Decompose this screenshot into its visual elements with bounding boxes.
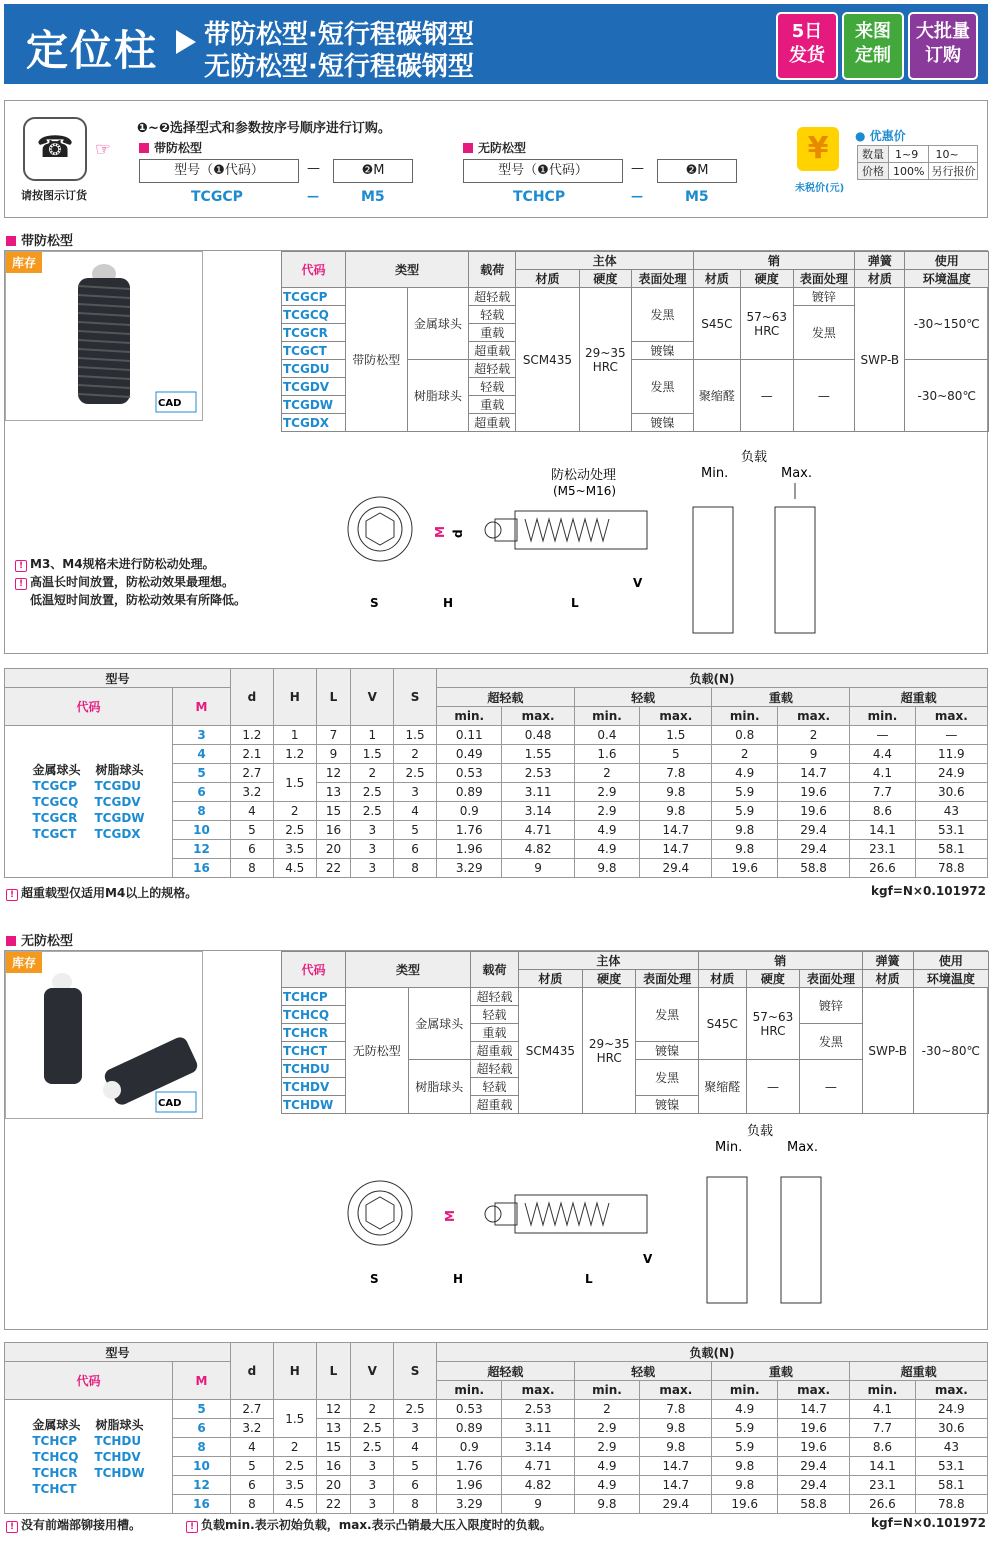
note-2: ! 高温长时间放置，防松动效果最理想。: [15, 573, 234, 590]
right-example-m: M5: [685, 189, 709, 205]
dim1-note: ! 超重载型仅适用M4以上的规格。: [6, 884, 197, 901]
svg-text:S: S: [370, 1272, 379, 1286]
dim2-note-1: ! 没有前端部铆接用槽。: [6, 1516, 141, 1533]
svg-text:H: H: [453, 1272, 464, 1286]
dim-table-1: 型号 d H L V S 负载(N) 代码 M 超轻载 轻载 重载 超重载 min. max. min. max. min. max. min. max. 金属球头 TCGCP TCGCQ TCGCR TCGCT 树脂球头 TCGDU TCGDV TCGDW TCGDX 3 1.2 1 7 1 1.5 0.11 0.48 0.4 1.5 0.8 2 — — 4 2.1 1.2 9 1.5 2 0.49 1.55 1.6 5 2 9 4.4 11.9 5 2.7 1.5 12 2 2.5 0.53 2.53 2 7.8 4.9 14.7 4.1 24.9 6 3.2 13 2.5 3 0.89 3.11 2.9 9.8 5.9 19.6 7.7 30.6 8 4 2 15 2.5 4 0.9 3.14 2.9 9.8 5.9 19.6 8.6 43 10 5 2.5 16 3 5 1.76 4.71 4.9 14.7 9.8 29.4 14.1 53.1 12 6 3.5 20 3 6 1.96 4.82 4.9 14.7 9.8 29.4 23.1 58.1 16 8 4.5 22 3 8 3.29 9 9.8 29.4 19.6 58.8 26.6 78.8: [4, 668, 988, 878]
svg-text:防松动处理: 防松动处理: [551, 468, 617, 483]
left-example-code: TCGCP: [191, 189, 243, 205]
left-field-code: 型号（❶代码）: [139, 159, 299, 183]
table-row: 4 2.1 1.2 9 1.5 2 0.49 1.55 1.6 5 2 9 4.4 11.9: [5, 745, 988, 764]
svg-text:M: M: [433, 526, 447, 538]
note-3: 低温短时间放置，防松动效果有所降低。: [30, 593, 247, 607]
subtitle-1: 带防松型·短行程碳钢型: [204, 20, 474, 50]
order-instruction: ❶~❷选择型式和参数按序号顺序进行订购。: [137, 121, 391, 136]
table-row: 6 3.2 13 2.5 3 0.89 3.11 2.9 9.8 5.9 19.6 7.7 30.6: [5, 1419, 988, 1438]
table-row: 10 5 2.5 16 3 5 1.76 4.71 4.9 14.7 9.8 29.4 14.1 53.1: [5, 1457, 988, 1476]
section2-box: [4, 950, 988, 1330]
table-row: 8 4 2 15 2.5 4 0.9 3.14 2.9 9.8 5.9 19.6 8.6 43: [5, 802, 988, 821]
section1-box: [4, 250, 988, 654]
badge-bulk: 大批量 订购: [908, 12, 978, 80]
svg-text:L: L: [585, 1272, 593, 1286]
phone-icon: ☎: [23, 117, 87, 181]
phone-label: 请按图示订货: [21, 189, 87, 202]
dim1-kgf: kgf=N×0.101972: [871, 884, 986, 898]
code-cell: 金属球头 TCHCP TCHCQ TCHCR TCHCT 树脂球头 TCHDU TCHDV TCHDW: [5, 1400, 173, 1514]
stock-badge-2: 库存: [6, 952, 42, 973]
svg-text:CAD: CAD: [158, 398, 182, 409]
table-row: 6 3.2 13 2.5 3 0.89 3.11 2.9 9.8 5.9 19.6 7.7 30.6: [5, 783, 988, 802]
svg-text:Min.: Min.: [715, 1140, 743, 1155]
svg-text:L: L: [571, 596, 579, 610]
dim2-note-2: ! 负载min.表示初始负载，max.表示凸销最大压入限度时的负载。: [186, 1516, 552, 1533]
table-row: 16 8 4.5 22 3 8 3.29 9 9.8 29.4 19.6 58.8 26.6 78.8: [5, 859, 988, 878]
code-cell: 金属球头 TCGCP TCGCQ TCGCR TCGCT 树脂球头 TCGDU TCGDV TCGDW TCGDX: [5, 726, 173, 878]
svg-text:V: V: [643, 1252, 653, 1266]
svg-text:H: H: [443, 596, 454, 610]
dimension-drawing-2: [335, 1121, 835, 1321]
yen-icon: ¥: [797, 127, 839, 171]
svg-text:Max.: Max.: [787, 1140, 819, 1155]
dimension-drawing-1: [335, 437, 835, 647]
left-example-m: M5: [361, 189, 385, 205]
svg-text:d: d: [451, 529, 465, 538]
note-1: ! M3、M4规格未进行防松动处理。: [15, 555, 215, 572]
right-title: 无防松型: [463, 139, 526, 156]
dim2-kgf: kgf=N×0.101972: [871, 1516, 986, 1530]
right-field-m: ❷M: [657, 159, 737, 183]
badge-custom: 来图 定制: [842, 12, 904, 80]
spec-table-1: 代码 类型 载荷 主体 销 弹簧 使用 材质 硬度 表面处理 材质 硬度 表面处理 材质 环境温度 TCGCP 带防松型 金属球头 超轻载 SCM435 29~35 HRC 发黑 S45C 57~63 HRC 镀锌 SWP-B -30~150℃ TCGCQ 轻载 发黑 TCGCR 重载 TCGCT 超重载 镀镍 TCGDU 树脂球头 超轻载 发黑 聚缩醛 — — -30~80℃ TCGDV 轻载 TCGDW 重载 TCGDX 超重载 镀镍: [281, 251, 989, 432]
product-photo-2: [5, 951, 203, 1119]
svg-text:负载: 负载: [747, 1124, 774, 1139]
table-row: 8 4 2 15 2.5 4 0.9 3.14 2.9 9.8 5.9 19.6 8.6 43: [5, 1438, 988, 1457]
left-dash: —: [307, 161, 320, 176]
svg-text:Max.: Max.: [781, 466, 813, 481]
price-table: 数量 1~9 10~ 价格 100% 另行报价: [857, 145, 978, 180]
svg-text:V: V: [633, 576, 643, 590]
arrow-icon: [176, 30, 196, 54]
section2-title: 无防松型: [6, 930, 73, 949]
price-caption: 未税价(元): [795, 183, 845, 194]
svg-text:Min.: Min.: [701, 466, 729, 481]
right-dash: —: [631, 161, 644, 176]
table-row: 金属球头 TCGCP TCGCQ TCGCR TCGCT 树脂球头 TCGDU TCGDV TCGDW TCGDX 3 1.2 1 7 1 1.5 0.11 0.48 0.4 1.5 0.8 2 — —: [5, 726, 988, 745]
order-guide: [4, 100, 988, 218]
discount-title: ● 优惠价: [855, 129, 906, 143]
subtitle-2: 无防松型·短行程碳钢型: [204, 52, 474, 82]
svg-text:S: S: [370, 596, 379, 610]
badge-5day: 5日 发货: [776, 12, 838, 80]
product-photo-1: [5, 251, 203, 421]
svg-text:CAD: CAD: [158, 1098, 182, 1109]
svg-text:负载: 负载: [741, 450, 768, 465]
dim-table-2: 型号 d H L V S 负载(N) 代码 M 超轻载 轻载 重载 超重载 min. max. min. max. min. max. min. max. 金属球头 TCHCP TCHCQ TCHCR TCHCT 树脂球头 TCHDU TCHDV TCHDW 5 2.7 1.5 12 2 2.5 0.53 2.53 2 7.8 4.9 14.7 4.1 24.9 6 3.2 13 2.5 3 0.89 3.11 2.9 9.8 5.9 19.6 7.7 30.6 8 4 2 15 2.5 4 0.9 3.14 2.9 9.8 5.9 19.6 8.6 43 10 5 2.5 16 3 5 1.76 4.71 4.9 14.7 9.8 29.4 14.1 53.1 12 6 3.5 20 3 6 1.96 4.82 4.9 14.7 9.8 29.4 23.1 58.1 16 8 4.5 22 3 8 3.29 9 9.8 29.4 19.6 58.8 26.6 78.8: [4, 1342, 988, 1514]
plunger-image: [6, 252, 202, 420]
table-row: 10 5 2.5 16 3 5 1.76 4.71 4.9 14.7 9.8 29.4 14.1 53.1: [5, 821, 988, 840]
table-row: 16 8 4.5 22 3 8 3.29 9 9.8 29.4 19.6 58.8 26.6 78.8: [5, 1495, 988, 1514]
right-example-code: TCHCP: [513, 189, 566, 205]
right-example-dash: —: [631, 189, 643, 203]
table-row: 金属球头 TCHCP TCHCQ TCHCR TCHCT 树脂球头 TCHDU TCHDV TCHDW 5 2.7 1.5 12 2 2.5 0.53 2.53 2 7.8 4.9 14.7 4.1 24.9: [5, 1400, 988, 1419]
left-field-m: ❷M: [333, 159, 413, 183]
stock-badge: 库存: [6, 252, 42, 273]
spec-table-2: 代码 类型 载荷 主体 销 弹簧 使用 材质 硬度 表面处理 材质 硬度 表面处理 材质 环境温度 TCHCP 无防松型 金属球头 超轻载 SCM435 29~35 HRC 发黑 S45C 57~63 HRC 镀锌 SWP-B -30~80℃ TCHCQ 轻载 TCHCR 重载 发黑 TCHCT 超重载 镀镍 TCHDU 树脂球头 超轻载 发黑 聚缩醛 — — TCHDV 轻载 TCHDW 超重载 镀镍: [281, 951, 989, 1114]
header-banner: [4, 4, 988, 84]
plunger-image-2: [6, 952, 202, 1118]
left-example-dash: —: [307, 189, 319, 203]
left-title: 带防松型: [139, 139, 202, 156]
section1-title: 带防松型: [6, 230, 73, 249]
table-row: 12 6 3.5 20 3 6 1.96 4.82 4.9 14.7 9.8 29.4 23.1 58.1: [5, 1476, 988, 1495]
page-title: 定位柱: [26, 26, 159, 75]
table-row: 12 6 3.5 20 3 6 1.96 4.82 4.9 14.7 9.8 29.4 23.1 58.1: [5, 840, 988, 859]
table-row: 5 2.7 1.5 12 2 2.5 0.53 2.53 2 7.8 4.9 14.7 4.1 24.9: [5, 764, 988, 783]
pointer-icon: ☞: [95, 139, 112, 160]
svg-text:(M5~M16): (M5~M16): [553, 484, 617, 498]
svg-text:M: M: [443, 1210, 457, 1222]
right-field-code: 型号（❶代码）: [463, 159, 623, 183]
